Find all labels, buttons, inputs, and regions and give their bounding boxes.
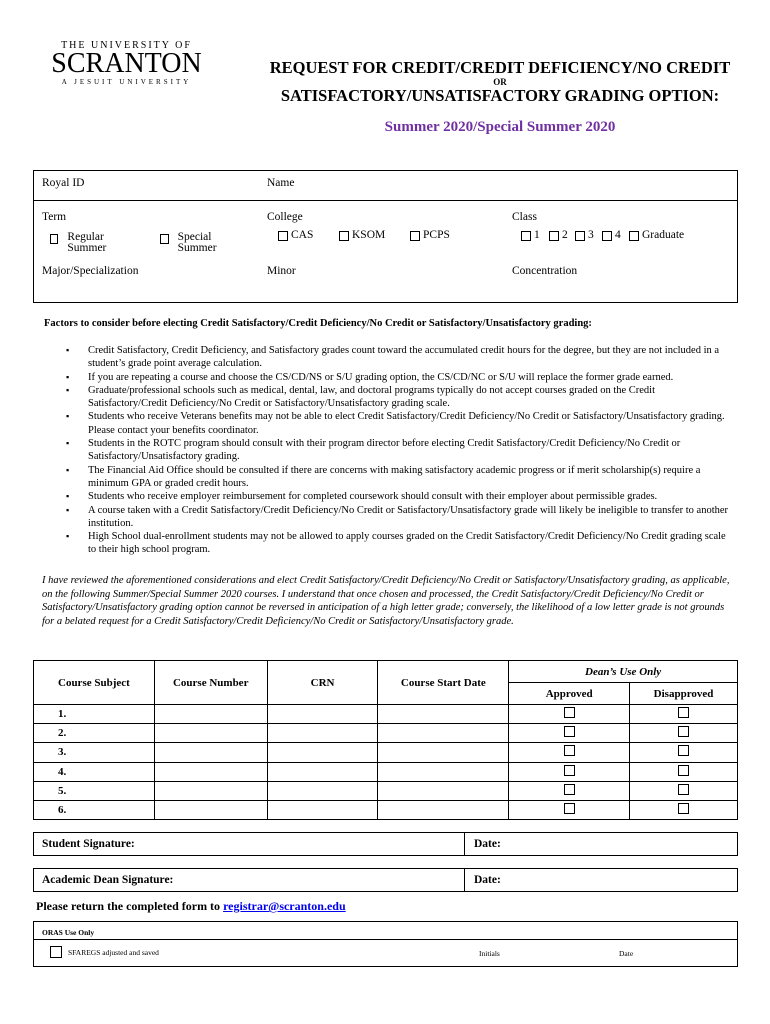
approved-cell (509, 800, 630, 819)
approved-cell (509, 705, 630, 724)
factor-item: ▪ Graduate/professional schools such as medical, dental, law, and doctoral programs typically do not accept courses graded on the Credit Satisfactory/Credit Deficiency/No Credit or Satisfactory/Unsatisfactory grading scale. (66, 384, 736, 411)
approved-checkbox[interactable] (564, 707, 575, 718)
divider (34, 200, 737, 201)
checkbox[interactable] (339, 231, 349, 241)
disapproved-checkbox[interactable] (678, 784, 689, 795)
college-option-cas[interactable] (278, 229, 313, 241)
form-title-line1: REQUEST FOR CREDIT/CREDIT DEFICIENCY/NO CREDIT (269, 58, 731, 77)
class-option-label: 3 (588, 229, 594, 241)
crn-cell[interactable] (267, 781, 378, 800)
name-label: Name (267, 177, 295, 189)
student-info-box (33, 170, 738, 303)
table-row (34, 724, 738, 743)
course-number-cell[interactable] (154, 724, 267, 743)
course-number-cell[interactable] (154, 781, 267, 800)
term-option-special[interactable] (160, 232, 240, 254)
approved-checkbox[interactable] (564, 803, 575, 814)
term-label: Term (42, 211, 67, 223)
factor-item: ▪ Students who receive Veterans benefits may not be able to elect Credit Satisfactory/Credit Deficiency/No Credit or Satisfactory/Unsatisfactory grading. Please contact your benefits coordinator. (66, 410, 736, 437)
factor-item: ▪ Students who receive employer reimbursement for completed coursework should consult with their employer about permissible grades. (66, 490, 736, 503)
election-statement: I have reviewed the aforementioned considerations and elect Credit Satisfactory/Credit Deficiency/No Credit or Satisfactory/Unsatisfactory grading, as applicable, on the following Summer/Special Summer 2020 courses. I understand that once chosen and processed, the Credit Satisfactory/Credit Deficiency/No Credit or Satisfactory/Unsatisfactory grading option cannot be reversed in anticipation of a high letter grade; conversely, the likelihood of a low letter grade is not grounds for a belated request for a Credit Satisfactory/Credit Deficiency/No Credit or Satisfactory/Unsatisfactory grade. (42, 575, 730, 627)
course-number-cell[interactable] (154, 705, 267, 724)
disapproved-cell (630, 743, 738, 762)
crn-cell[interactable] (267, 743, 378, 762)
table-row (34, 743, 738, 762)
row-number: 2. (34, 724, 155, 743)
registrar-email-link[interactable]: registrar@scranton.edu (223, 899, 346, 913)
disapproved-checkbox[interactable] (678, 765, 689, 776)
royal-id-label: Royal ID (42, 177, 85, 189)
approved-cell (509, 743, 630, 762)
factors-list (66, 344, 736, 557)
checkbox[interactable] (629, 231, 639, 241)
logo-line1: THE UNIVERSITY OF (61, 40, 192, 51)
disapproved-cell (630, 705, 738, 724)
row-number: 6. (34, 800, 155, 819)
term-option-label: Special Summer (177, 231, 217, 254)
oras-use-box (33, 921, 738, 967)
row-number: 1. (34, 705, 155, 724)
college-option-pcps[interactable] (410, 229, 450, 241)
class-option-2[interactable] (549, 229, 568, 241)
class-option-label: 4 (615, 229, 621, 241)
crn-cell[interactable] (267, 724, 378, 743)
disapproved-checkbox[interactable] (678, 803, 689, 814)
student-signature-label: Student Signature: (42, 838, 135, 850)
course-number-cell[interactable] (154, 743, 267, 762)
approved-cell (509, 762, 630, 781)
table-row (34, 800, 738, 819)
disapproved-checkbox[interactable] (678, 745, 689, 756)
return-instructions (36, 899, 346, 914)
start-date-cell[interactable] (378, 705, 509, 724)
college-option-label: PCPS (423, 229, 450, 241)
dean-date-label: Date: (474, 874, 501, 886)
oras-initials-label: Initials (479, 949, 500, 958)
checkbox[interactable] (410, 231, 420, 241)
table-row (34, 762, 738, 781)
form-subtitle: Summer 2020/Special Summer 2020 (384, 119, 616, 135)
start-date-cell[interactable] (378, 762, 509, 781)
major-label: Major/Specialization (42, 265, 139, 277)
disapproved-cell (630, 762, 738, 781)
row-number: 5. (34, 781, 155, 800)
checkbox[interactable] (521, 231, 531, 241)
course-table (33, 660, 738, 820)
class-option-label: 2 (562, 229, 568, 241)
table-row (34, 705, 738, 724)
class-option-1[interactable] (521, 229, 540, 241)
col-header-course-subject: Course Subject (34, 661, 155, 705)
form-title-or: OR (493, 77, 507, 87)
form-title-line2: SATISFACTORY/UNSATISFACTORY GRADING OPTION: (280, 86, 720, 105)
divider (464, 833, 465, 855)
divider (34, 939, 737, 940)
term-option-label: Regular Summer (67, 231, 107, 254)
approved-cell (509, 724, 630, 743)
checkbox[interactable] (50, 946, 62, 958)
class-option-3[interactable] (575, 229, 594, 241)
approved-checkbox[interactable] (564, 765, 575, 776)
start-date-cell[interactable] (378, 743, 509, 762)
oras-item[interactable] (50, 946, 159, 958)
col-header-crn: CRN (267, 661, 378, 705)
concentration-label: Concentration (512, 265, 578, 277)
college-option-label: CAS (291, 229, 314, 241)
course-number-cell[interactable] (154, 762, 267, 781)
academic-dean-signature-row[interactable] (33, 868, 738, 892)
checkbox[interactable] (602, 231, 612, 241)
checkbox[interactable] (160, 234, 169, 244)
student-date-label: Date: (474, 838, 501, 850)
disapproved-checkbox[interactable] (678, 707, 689, 718)
col-header-disapproved: Disapproved (630, 683, 738, 705)
approved-checkbox[interactable] (564, 745, 575, 756)
disapproved-cell (630, 781, 738, 800)
divider (464, 869, 465, 891)
course-number-cell[interactable] (154, 800, 267, 819)
oras-date-label: Date (619, 949, 634, 958)
oras-heading: ORAS Use Only (42, 928, 95, 937)
factor-item: ▪ Students in the ROTC program should consult with their program director before electing Credit Satisfactory/Credit Deficiency/No Credit or Satisfactory/Unsatisfactory grading. (66, 437, 736, 464)
crn-cell[interactable] (267, 705, 378, 724)
col-header-course-number: Course Number (154, 661, 267, 705)
col-header-course-start-date: Course Start Date (378, 661, 509, 705)
student-signature-row[interactable] (33, 832, 738, 856)
university-logo (44, 40, 209, 87)
class-label: Class (512, 211, 537, 223)
col-header-approved: Approved (509, 683, 630, 705)
checkbox[interactable] (549, 231, 559, 241)
college-option-ksom[interactable] (339, 229, 385, 241)
academic-dean-signature-label: Academic Dean Signature: (42, 874, 174, 886)
class-option-label: Graduate (642, 229, 685, 241)
checkbox[interactable] (50, 234, 58, 244)
start-date-cell[interactable] (378, 800, 509, 819)
logo-line3: A JESUIT UNIVERSITY (61, 78, 192, 86)
logo-line2: SCRANTON (51, 48, 202, 79)
class-option-graduate[interactable] (629, 229, 684, 241)
college-option-label: KSOM (352, 229, 386, 241)
college-label: College (267, 211, 303, 223)
crn-cell[interactable] (267, 800, 378, 819)
disapproved-cell (630, 800, 738, 819)
factor-item: ▪ A course taken with a Credit Satisfactory/Credit Deficiency/No Credit or Satisfactory/Unsatisfactory grade will likely be ineligible to transfer to another institution. (66, 504, 736, 531)
approved-cell (509, 781, 630, 800)
oras-item-label: SFAREGS adjusted and saved (68, 947, 159, 957)
start-date-cell[interactable] (378, 724, 509, 743)
disapproved-cell (630, 724, 738, 743)
return-text: Please return the completed form to (36, 899, 224, 913)
minor-label: Minor (267, 265, 296, 277)
approved-checkbox[interactable] (564, 726, 575, 737)
start-date-cell[interactable] (378, 781, 509, 800)
row-number: 4. (34, 762, 155, 781)
row-number: 3. (34, 743, 155, 762)
table-row (34, 781, 738, 800)
class-option-4[interactable] (602, 229, 621, 241)
class-option-label: 1 (534, 229, 540, 241)
crn-cell[interactable] (267, 762, 378, 781)
checkbox[interactable] (575, 231, 585, 241)
factors-heading: Factors to consider before electing Credit Satisfactory/Credit Deficiency/No Credit or Satisfactory/Unsatisfactory grading: (44, 318, 592, 329)
checkbox[interactable] (278, 231, 288, 241)
term-option-regular[interactable] (50, 232, 130, 254)
factor-item: ▪ If you are repeating a course and choose the CS/CD/NS or S/U grading option, the CS/CD/NC or S/U will replace the former grade earned. (66, 371, 736, 384)
factor-item: ▪ The Financial Aid Office should be consulted if there are concerns with making satisfactory academic progress or if merit scholarship(s) require a minimum GPA or graded credit hours. (66, 464, 736, 491)
factor-item: ▪ Credit Satisfactory, Credit Deficiency, and Satisfactory grades count toward the accumulated credit hours for the degree, but they are not included in a student’s grade point average calculation. (66, 344, 736, 371)
disapproved-checkbox[interactable] (678, 726, 689, 737)
approved-checkbox[interactable] (564, 784, 575, 795)
factor-item: ▪ High School dual-enrollment students may not be allowed to apply courses graded on the Credit Satisfactory/Credit Deficiency/No Credit grading scale to their high school program. (66, 530, 736, 557)
deans-use-header: Dean’s Use Only (509, 661, 738, 683)
